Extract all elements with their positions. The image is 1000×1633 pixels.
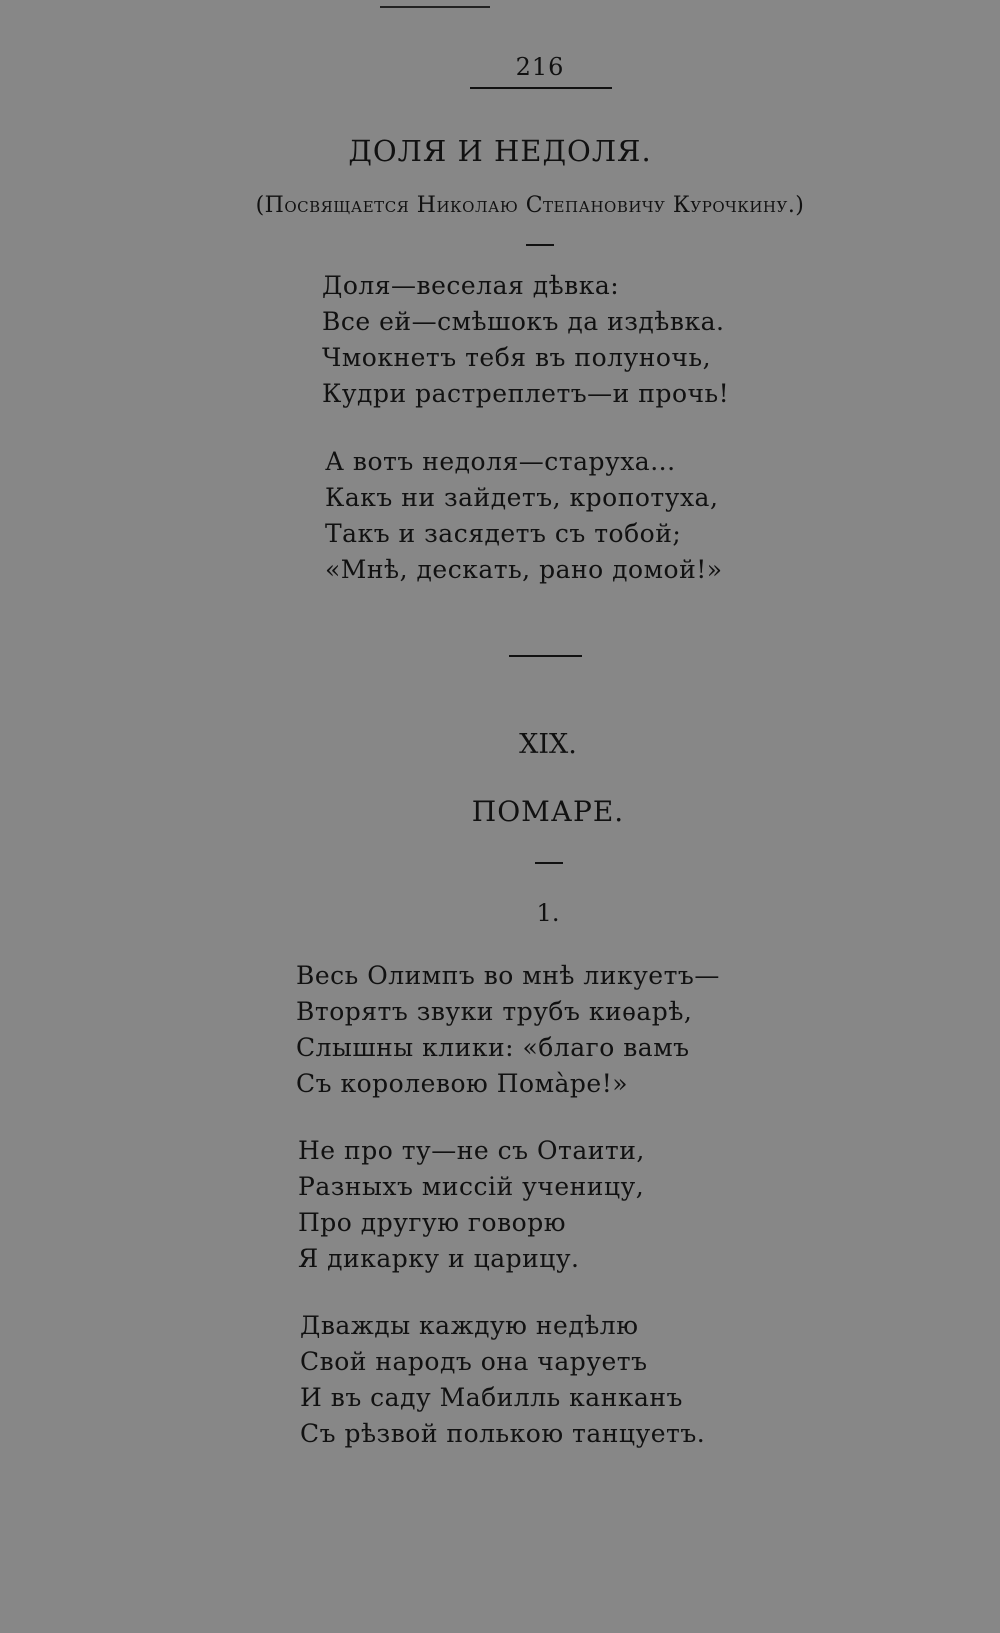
poem-dedication: (Посвящается Николаю Степановичу Курочкину.) bbox=[255, 193, 805, 218]
verse-line: Вторятъ звуки трубъ киѳарѣ, bbox=[296, 997, 693, 1026]
verse-line: Чмокнетъ тебя въ полуночь, bbox=[322, 343, 712, 372]
section-title: ПОМАРЕ. bbox=[471, 795, 625, 828]
top-edge-rule bbox=[380, 6, 490, 8]
verse-line: Не про ту—не съ Отаити, bbox=[298, 1136, 645, 1165]
title-dash bbox=[526, 244, 554, 246]
poem2-stanza-3 bbox=[300, 1308, 705, 1452]
verse-line: Разныхъ миссій ученицу, bbox=[298, 1172, 645, 1201]
verse-line: Дважды каждую недѣлю bbox=[300, 1311, 639, 1340]
section-separator bbox=[509, 655, 582, 657]
verse-line: Про другую говорю bbox=[298, 1208, 566, 1237]
poem2-stanza-1 bbox=[296, 958, 720, 1102]
poem2-stanza-2 bbox=[298, 1133, 645, 1277]
page-number: 216 bbox=[515, 53, 565, 81]
verse-line: Свой народъ она чаруетъ bbox=[300, 1347, 648, 1376]
poem1-stanza-2 bbox=[325, 444, 723, 588]
verse-line: И въ саду Мабилль канканъ bbox=[300, 1383, 683, 1412]
verse-line: Съ королевою Помàре!» bbox=[296, 1069, 629, 1098]
verse-line: А вотъ недоля—старуха... bbox=[325, 447, 676, 476]
verse-line: Все ей—смѣшокъ да издѣвка. bbox=[322, 307, 725, 336]
section-numeral: XIX. bbox=[519, 729, 577, 760]
page-number-underline bbox=[470, 87, 612, 89]
verse-line: Доля—веселая дѣвка: bbox=[322, 271, 620, 300]
part-number: 1. bbox=[536, 899, 560, 927]
verse-line: Кудри растреплетъ—и прочь! bbox=[322, 379, 730, 408]
verse-line: Съ рѣзвой полькою танцуетъ. bbox=[300, 1419, 706, 1448]
verse-line: «Мнѣ, дескать, рано домой!» bbox=[325, 555, 723, 584]
poem-title: ДОЛЯ И НЕДОЛЯ. bbox=[348, 134, 652, 168]
verse-line: Слышны клики: «благо вамъ bbox=[296, 1033, 690, 1062]
verse-line: Какъ ни зайдетъ, кропотуха, bbox=[325, 483, 719, 512]
section-title-dash bbox=[535, 862, 563, 864]
verse-line: Весь Олимпъ во мнѣ ликуетъ— bbox=[296, 961, 720, 990]
verse-line: Я дикарку и царицу. bbox=[298, 1244, 580, 1273]
poem1-stanza-1 bbox=[322, 268, 729, 412]
verse-line: Такъ и засядетъ съ тобой; bbox=[325, 519, 682, 548]
